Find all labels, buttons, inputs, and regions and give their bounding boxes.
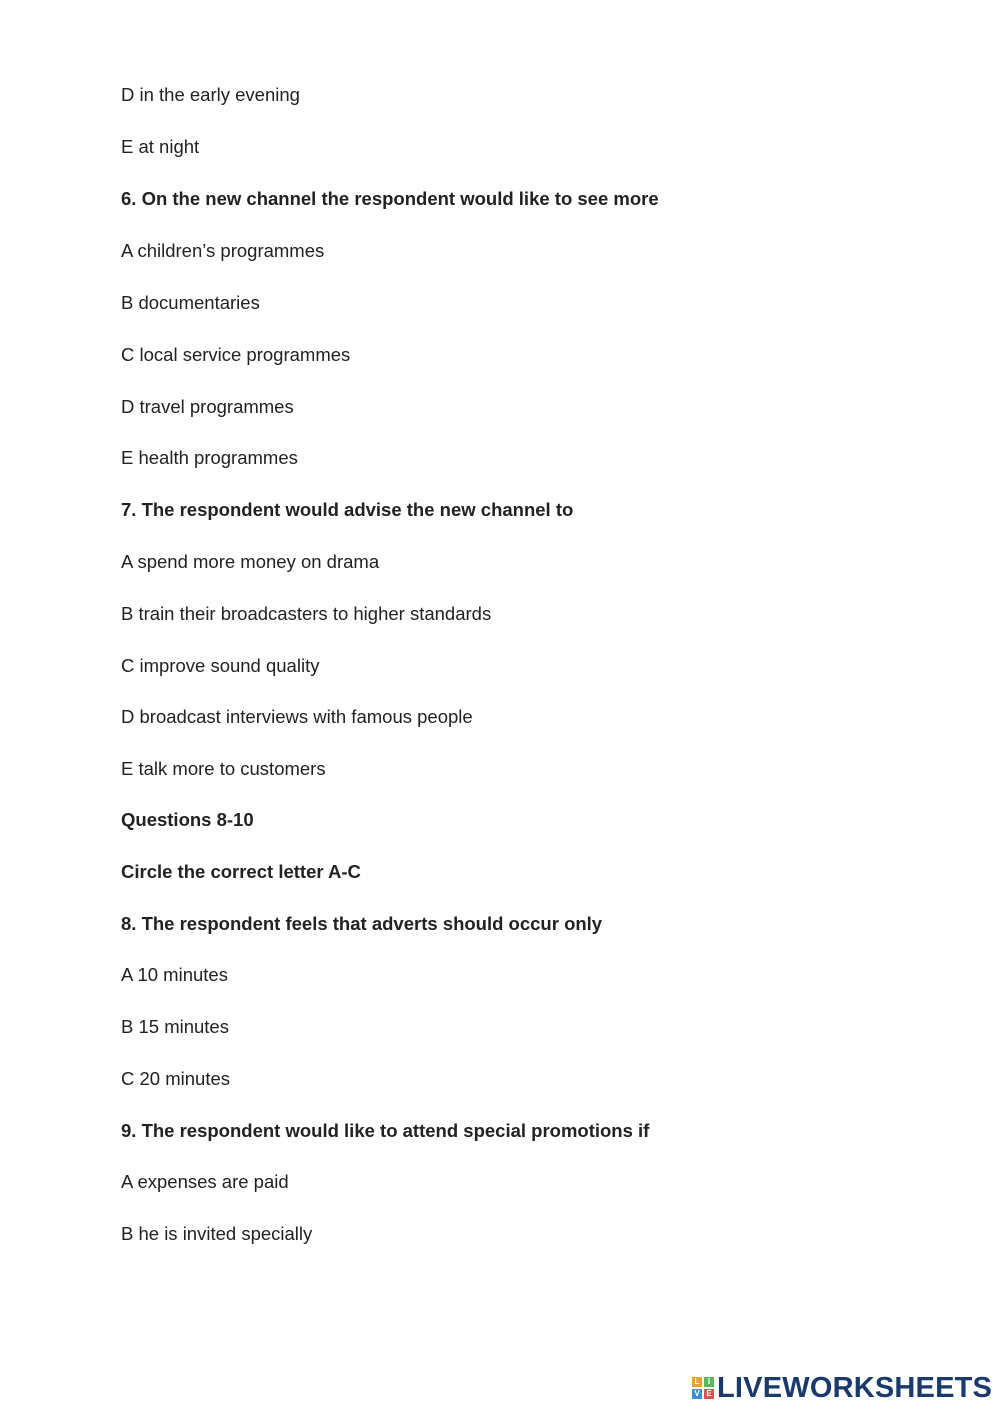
question-6-option-e: E health programmes (121, 447, 298, 468)
question-6-option-a: A children’s programmes (121, 240, 325, 261)
logo-wordmark: LIVEWORKSHEETS (717, 1372, 993, 1404)
question-6: 6. On the new channel the respondent would like to see more (121, 188, 659, 209)
question-6-option-b: B documentaries (121, 292, 260, 313)
question-7-option-e: E talk more to customers (121, 758, 326, 779)
question-8-option-c: C 20 minutes (121, 1068, 230, 1089)
logo-grid-icon (692, 1377, 714, 1399)
option-d-early-evening: D in the early evening (121, 84, 300, 105)
question-7-option-a: A spend more money on drama (121, 551, 380, 572)
question-9-option-b: B he is invited specially (121, 1223, 313, 1244)
question-9-option-a: A expenses are paid (121, 1171, 289, 1192)
option-e-at-night: E at night (121, 136, 200, 157)
question-8: 8. The respondent feels that adverts should occur only (121, 913, 603, 934)
logo-grid-cell: L (692, 1377, 702, 1387)
section-heading-questions-8-10: Questions 8-10 (121, 809, 254, 830)
question-7: 7. The respondent would advise the new channel to (121, 499, 574, 520)
logo-grid-cell: E (704, 1389, 714, 1399)
question-6-option-c: C local service programmes (121, 344, 351, 365)
logo-grid-cell: I (704, 1377, 714, 1387)
question-7-option-c: C improve sound quality (121, 655, 320, 676)
question-7-option-b: B train their broadcasters to higher standards (121, 603, 492, 624)
liveworksheets-logo (692, 1374, 992, 1402)
question-8-option-a: A 10 minutes (121, 964, 228, 985)
section-instruction: Circle the correct letter A-C (121, 861, 361, 882)
question-9: 9. The respondent would like to attend special promotions if (121, 1120, 650, 1141)
question-7-option-d: D broadcast interviews with famous people (121, 706, 473, 727)
logo-grid-cell: V (692, 1389, 702, 1399)
question-6-option-d: D travel programmes (121, 396, 294, 417)
question-8-option-b: B 15 minutes (121, 1016, 229, 1037)
